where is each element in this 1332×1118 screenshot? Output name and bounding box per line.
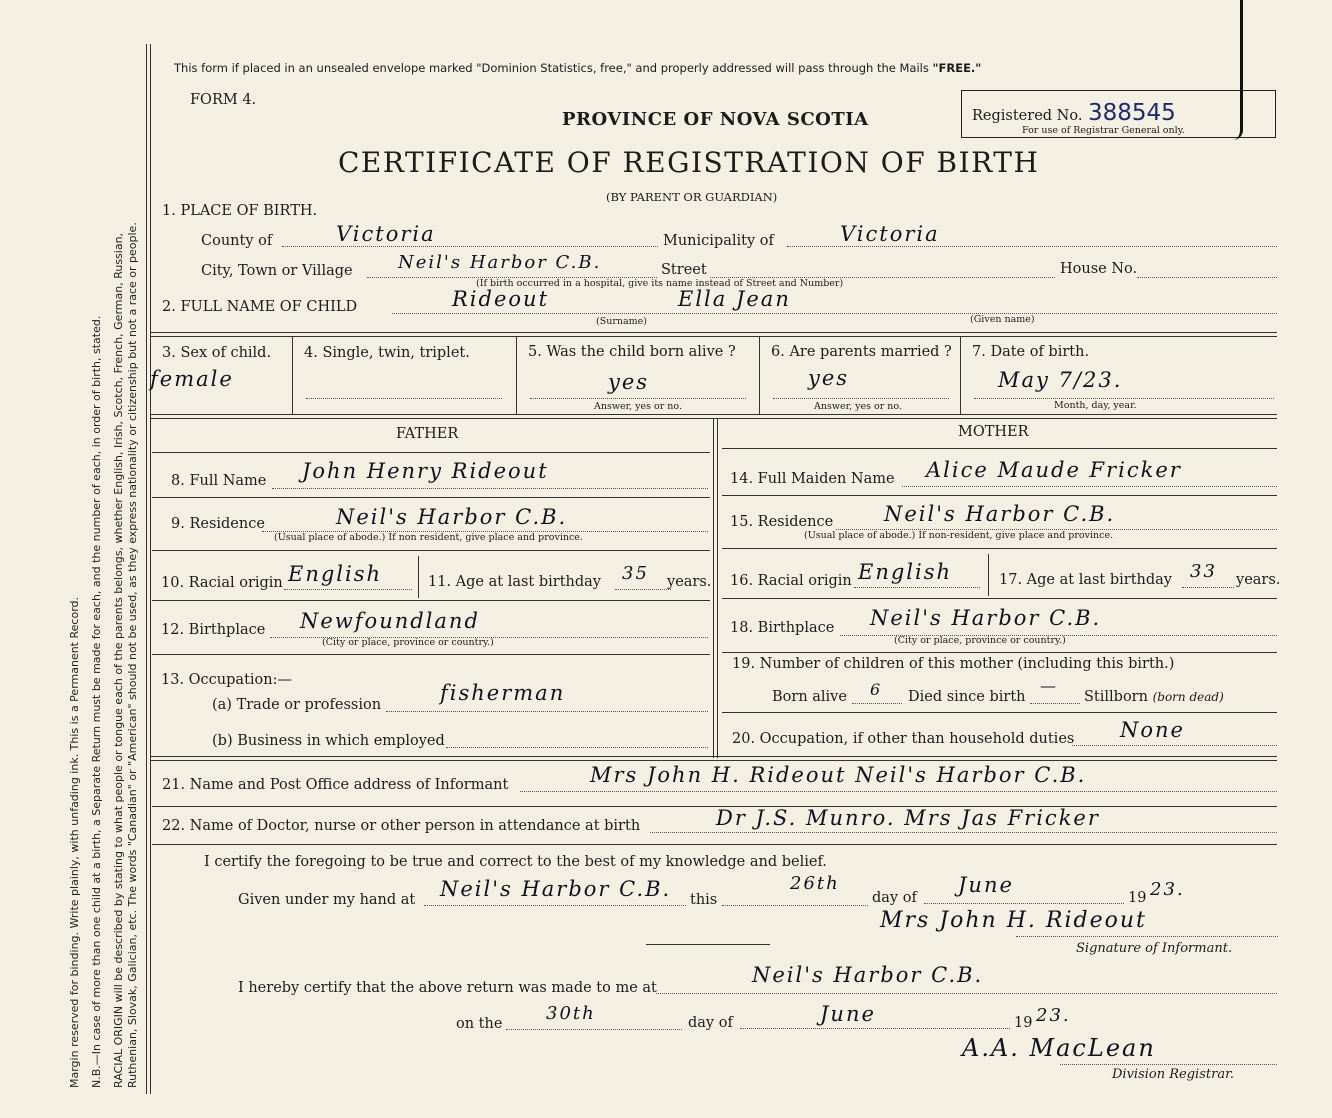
parents-divider (713, 418, 718, 758)
father-age-line (615, 589, 671, 590)
mother-birthplace-label: 18. Birthplace (730, 620, 835, 636)
given-month-line (924, 903, 1124, 904)
business-label: (b) Business in which employed (212, 733, 445, 749)
dob-label: 7. Date of birth. (972, 344, 1090, 360)
informant-signature-line (1016, 936, 1278, 937)
plurality-label: 4. Single, twin, triplet. (304, 345, 470, 361)
father-name-label: 8. Full Name (171, 473, 267, 489)
row3-divider-3 (759, 336, 760, 414)
business-line (446, 747, 708, 748)
surname-note: (Surname) (596, 316, 647, 327)
mother-birthplace-value: Neil's Harbor C.B. (870, 606, 1102, 630)
attendant-line (650, 832, 1277, 833)
return-year-value: 23. (1036, 1005, 1071, 1026)
mother-row-sep-4 (722, 652, 1277, 653)
parents-married-line (773, 398, 949, 399)
father-birthplace-label: 12. Birthplace (161, 622, 266, 638)
father-age-value: 35 (622, 563, 649, 584)
mother-name-value: Alice Maude Fricker (926, 458, 1182, 482)
father-age-unit: years. (667, 574, 712, 590)
this-label: this (690, 892, 718, 908)
father-race-label: 10. Racial origin (161, 575, 283, 591)
trade-value: fisherman (440, 681, 566, 705)
father-race-line (284, 589, 412, 590)
father-row-sep-4 (152, 654, 710, 655)
died-since-birth-value: — (1040, 676, 1058, 695)
mother-race-line (854, 587, 980, 588)
certification-divider (646, 944, 770, 945)
registered-number: 388545 (1088, 100, 1176, 126)
county-label: County of (201, 233, 273, 249)
informant-line (520, 791, 1277, 792)
municipality-label: Municipality of (663, 233, 774, 249)
given-at-label: Given under my hand at (238, 892, 416, 908)
mother-residence-label: 15. Residence (730, 514, 834, 530)
father-birthplace-note: (City or place, province or country.) (322, 637, 494, 648)
born-alive-value: yes (608, 370, 650, 394)
row3-divider-1 (292, 336, 293, 414)
street-label: Street (661, 262, 707, 278)
mail-note: This form if placed in an unsealed envelope marked "Dominion Statistics, free," and properly addressed will pass through the Mails "FREE." (174, 61, 982, 75)
day-of-label: day of (872, 890, 917, 906)
city-label: City, Town or Village (201, 263, 353, 279)
given-year-value: 23. (1150, 879, 1185, 900)
row3-divider-4 (960, 336, 961, 414)
mother-row-sep-2 (722, 548, 1277, 549)
given-day-value: 26th (790, 873, 840, 894)
margin-note-nationality: Ruthenian, Slovak, Galician, etc. The words "Canadian" or "American" should not be used, as they express nationality or citizenship but not a race or people. (126, 222, 139, 1088)
return-place-value: Neil's Harbor C.B. (752, 963, 984, 987)
father-name-value: John Henry Rideout (302, 459, 549, 483)
given-place-value: Neil's Harbor C.B. (440, 877, 672, 901)
return-year-prefix: 19 (1014, 1015, 1033, 1031)
parents-bottom-border (150, 756, 1277, 761)
registrar-signature: A.A. MacLean (962, 1034, 1156, 1062)
father-race-value: English (288, 562, 383, 586)
return-day-value: 30th (546, 1003, 596, 1024)
mother-row-sep-3 (722, 598, 1277, 599)
mother-name-label: 14. Full Maiden Name (730, 471, 895, 487)
informant-value: Mrs John H. Rideout Neil's Harbor C.B. (590, 763, 1087, 787)
born-alive-count-value: 6 (870, 680, 883, 699)
informant-label: 21. Name and Post Office address of Informant (162, 777, 509, 793)
certificate-subtitle: (BY PARENT OR GUARDIAN) (606, 190, 778, 204)
certification-statement: I certify the foregoing to be true and correct to the best of my knowledge and belief. (204, 854, 827, 870)
father-residence-value: Neil's Harbor C.B. (336, 505, 568, 529)
mother-race-divider (988, 554, 989, 596)
occupation-label: 13. Occupation:— (161, 672, 292, 688)
mother-name-line (902, 486, 1277, 487)
return-place-line (656, 993, 1277, 994)
informant-signature: Mrs John H. Rideout (880, 908, 1147, 933)
mother-residence-note: (Usual place of abode.) If non-resident, give place and province. (804, 530, 1114, 541)
return-day-of-label: day of (688, 1015, 733, 1031)
child-name-line (392, 313, 1277, 314)
return-label: I hereby certify that the above return was made to me at (238, 980, 657, 996)
born-alive-note: Answer, yes or no. (594, 401, 683, 412)
margin-note-binding: Margin reserved for binding. Write plainly, with unfading ink. This is a Permanent Record. (68, 597, 81, 1088)
given-day-line (722, 905, 868, 906)
given-place-line (424, 905, 686, 906)
registered-label: Registered No. (972, 108, 1083, 124)
given-year-prefix: 19 (1128, 890, 1147, 906)
child-surname: Rideout (452, 287, 550, 311)
house-label: House No. (1060, 261, 1138, 277)
margin-note-racial-origin: RACIAL ORIGIN will be described by stating to what people or tongue each of the parents belongs, whether English, Irish, Scotch, French, German, Russian, (112, 232, 125, 1088)
born-alive-count-line (852, 703, 902, 704)
born-alive-count-label: Born alive (772, 689, 847, 705)
mother-occupation-label: 20. Occupation, if other than household duties (732, 731, 1075, 747)
mother-row-sep-1 (722, 495, 1277, 496)
father-residence-label: 9. Residence (171, 516, 265, 532)
father-race-divider (418, 556, 419, 598)
mother-residence-value: Neil's Harbor C.B. (884, 502, 1116, 526)
plurality-line (306, 398, 502, 399)
county-value: Victoria (336, 222, 436, 246)
hospital-note: (If birth occurred in a hospital, give its name instead of Street and Number) (476, 278, 844, 289)
margin-note-nb: N.B.—In case of more than one child at a birth, a Separate Return must be made for each, and the number of each, in order of birth, stated. (90, 315, 103, 1088)
parents-married-note: Answer, yes or no. (814, 401, 903, 412)
mother-age-line (1182, 587, 1234, 588)
died-since-birth-label: Died since birth (908, 689, 1026, 705)
mother-occupation-value: None (1120, 718, 1185, 742)
sex-label: 3. Sex of child. (162, 345, 272, 361)
heading-underline-right (722, 448, 1277, 449)
mother-occupation-line (1072, 745, 1277, 746)
attendant-sep (152, 844, 1277, 845)
sex-value: female (150, 367, 234, 391)
left-border (146, 44, 151, 1094)
row3-top-border (150, 332, 1277, 337)
registration-box (961, 90, 1276, 138)
father-row-sep-3 (152, 600, 710, 601)
parents-married-value: yes (808, 366, 850, 390)
trade-line (386, 711, 708, 712)
sheet-edge-mark (1230, 0, 1243, 140)
form-number: FORM 4. (190, 92, 257, 108)
house-line (1137, 277, 1277, 278)
return-month-value: June (820, 1002, 876, 1026)
mother-age-unit: years. (1236, 572, 1281, 588)
given-month-value: June (958, 873, 1014, 897)
mother-age-value: 33 (1190, 561, 1217, 582)
city-value: Neil's Harbor C.B. (398, 252, 602, 273)
children-count-label: 19. Number of children of this mother (including this birth.) (732, 656, 1175, 672)
dob-line (974, 398, 1274, 399)
registrar-note: For use of Registrar General only. (1022, 125, 1185, 136)
mother-age-label: 17. Age at last birthday (999, 572, 1172, 588)
mother-row-sep-5 (722, 712, 1277, 713)
return-day-line (506, 1029, 682, 1030)
dob-value: May 7/23. (998, 368, 1123, 392)
dob-note: Month, day, year. (1054, 400, 1137, 411)
given-note: (Given name) (970, 314, 1035, 325)
parents-married-label: 6. Are parents married ? (771, 344, 952, 360)
mother-heading: MOTHER (958, 424, 1029, 440)
informant-signature-label: Signature of Informant. (1076, 941, 1233, 956)
stillborn-label: Stillborn (born dead) (1084, 689, 1224, 705)
child-name-label: 2. FULL NAME OF CHILD (162, 299, 358, 315)
born-alive-label: 5. Was the child born alive ? (528, 344, 736, 360)
died-since-birth-line (1030, 703, 1080, 704)
child-given-name: Ella Jean (678, 287, 791, 311)
municipality-value: Victoria (840, 222, 940, 246)
trade-label: (a) Trade or profession (212, 697, 382, 713)
father-birthplace-value: Newfoundland (300, 609, 480, 633)
mother-birthplace-note: (City or place, province or country.) (894, 635, 1066, 646)
registrar-signature-line (1060, 1064, 1277, 1065)
place-of-birth-label: 1. PLACE OF BIRTH. (162, 203, 318, 219)
attendant-value: Dr J.S. Munro. Mrs Jas Fricker (716, 806, 1100, 830)
heading-underline-left (152, 452, 710, 453)
municipality-line (787, 246, 1277, 247)
informant-sep (152, 806, 1277, 807)
father-age-label: 11. Age at last birthday (428, 574, 601, 590)
father-row-sep-2 (152, 550, 710, 551)
county-line (282, 246, 658, 247)
father-residence-note: (Usual place of abode.) If non resident, give place and province. (274, 532, 583, 543)
province-heading: PROVINCE OF NOVA SCOTIA (562, 109, 869, 130)
father-heading: FATHER (396, 426, 459, 442)
registrar-label: Division Registrar. (1112, 1067, 1234, 1082)
father-name-line (272, 488, 708, 489)
return-month-line (740, 1028, 1010, 1029)
row3-divider-2 (516, 336, 517, 414)
on-the-label: on the (456, 1016, 503, 1032)
mother-race-value: English (858, 560, 953, 584)
mother-race-label: 16. Racial origin (730, 573, 852, 589)
father-row-sep-1 (152, 497, 710, 498)
attendant-label: 22. Name of Doctor, nurse or other person in attendance at birth (162, 818, 641, 834)
certificate-title: CERTIFICATE OF REGISTRATION OF BIRTH (338, 146, 1040, 179)
born-alive-line (530, 398, 746, 399)
